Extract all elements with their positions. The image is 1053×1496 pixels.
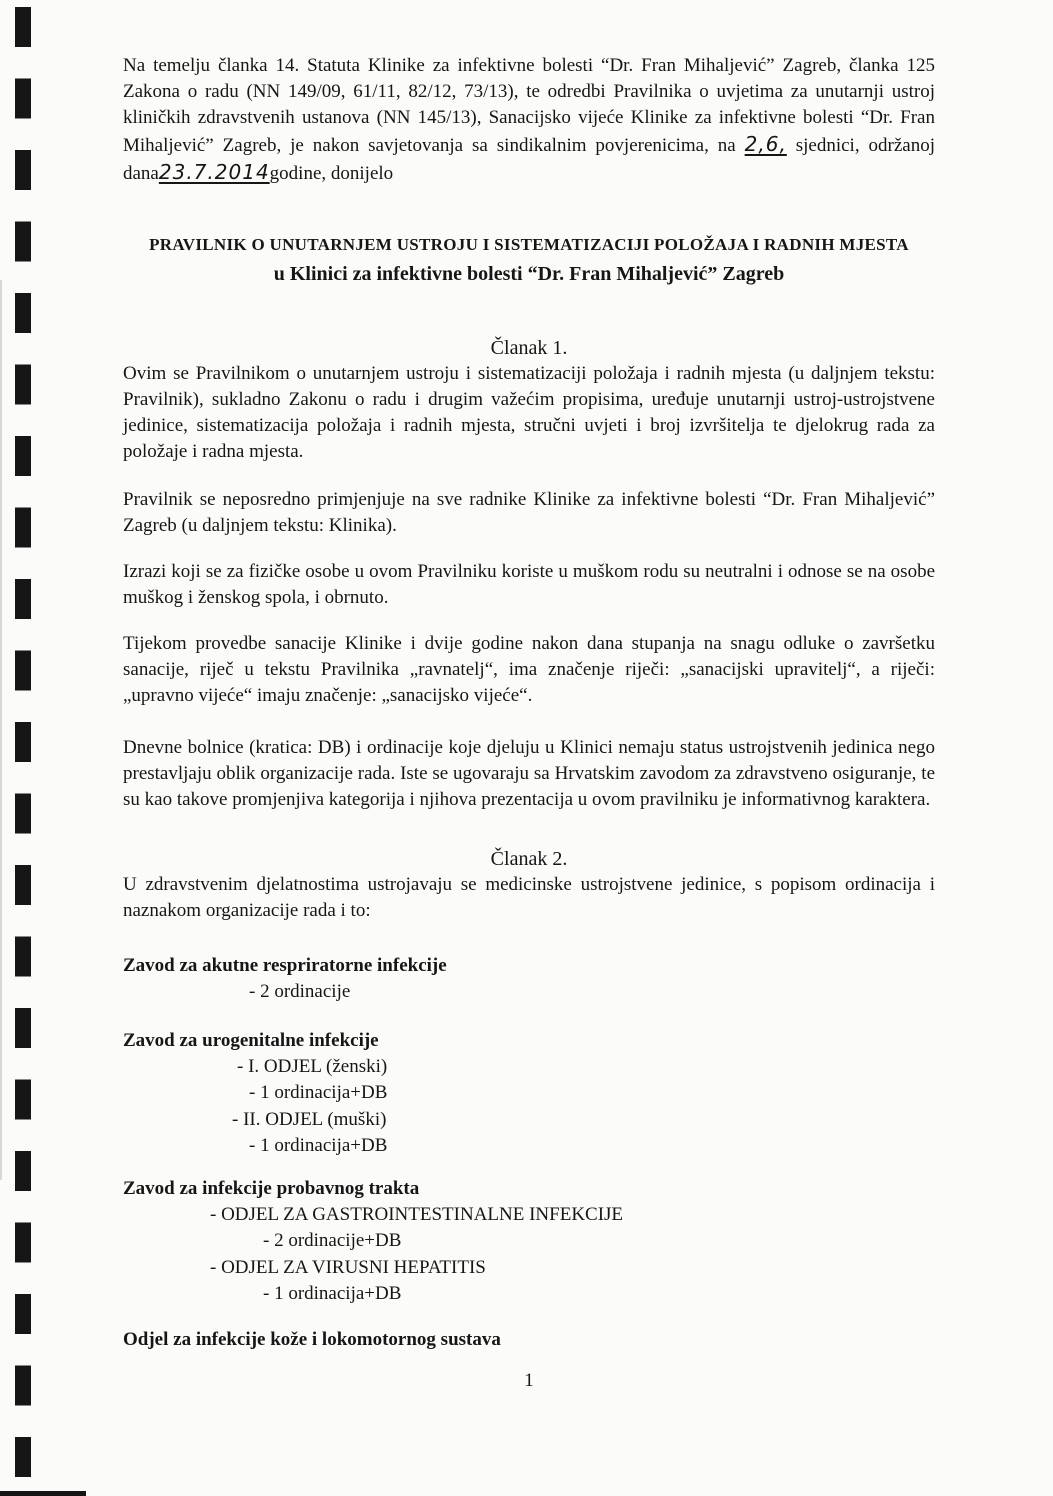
preamble-paragraph <box>123 53 935 187</box>
unit-name: Zavod za infekcije probavnog trakta <box>123 1177 420 1199</box>
handwritten-date: 23.7.2014 <box>158 160 270 184</box>
article-1-paragraph-1: Ovim se Pravilnikom o unutarnjem ustroju i sistematizaciji položaja i radnih mjesta (u daljnjem tekstu: Pravilnik), sukladno Zakonu o radu i drugim važećim propisima, uređuje unutarnji ustroj-ustrojstvene jedinice, sistematizacija položaja i radnih mjesta, stručni uvjeti i broj izvršitelja te djelokrug rada za položaje i radna mjesta. <box>123 363 935 462</box>
document-title <box>123 232 935 290</box>
unit-item: - 2 ordinacije <box>249 981 351 1002</box>
unit-name: Zavod za urogenitalne infekcije <box>123 1029 379 1051</box>
scan-bottom-edge-line <box>0 1491 86 1496</box>
article-1-heading: Članak 1. <box>490 337 568 359</box>
unit-respiratory-infections <box>123 953 935 1006</box>
preamble-text-close: godine, donijelo <box>269 163 394 184</box>
unit-item: - ODJEL ZA VIRUSNI HEPATITIS <box>210 1256 486 1278</box>
handwritten-session-number: 2,6, <box>744 132 787 156</box>
article-1-paragraph-4: Tijekom provedbe sanacije Klinike i dvije godine nakon dana stupanja na snagu odluke o završetku sanacije, riječ u tekstu Pravilnika „ravnatelj“, ima značenje riječi: „sanacijski upravitelj“, a riječi: „upravno vijeće“ imaju značenje: „sanacijsko vijeće“. <box>123 633 935 706</box>
preamble-text-open: Na temelju članka 14. Statuta Klinike za infektivne bolesti “Dr. Fran Mihaljević” Zagreb, članka 125 Zakona o radu (NN 149/09, 61/11, 82/12, 73/13), te odredbi Pravilnika o uvjetima za unutarnji ustroj kliničkih zdravstvenih ustanova (NN 145/13), Sanacijsko vijeće Klinike za infektivne bolesti “Dr. Fran Mihaljević” Zagreb, je nakon savjetovanja sa sindikalnim povjerenicima, na <box>123 55 935 156</box>
unit-item: - 2 ordinacije+DB <box>263 1230 402 1251</box>
unit-name: Zavod za akutne respriratorne infekcije <box>123 955 447 976</box>
unit-name: Odjel za infekcije kože i lokomotornog sustava <box>123 1328 501 1350</box>
unit-item: - 1 ordinacija+DB <box>249 1135 388 1156</box>
article-1-paragraph-5: Dnevne bolnice (kratica: DB) i ordinacije koje djeluju u Klinici nemaju status ustrojstvenih jedinica nego prestavljaju oblik organizacije rada. Iste se ugovaraju sa Hrvatskim zavodom za zdravstveno osiguranje, te su kao takove promjenjiva kategorija i njihova prezentacija u ovom pravilniku je informativnog karaktera. <box>123 737 935 810</box>
spiral-binding-marks <box>15 7 31 1482</box>
article-2-intro: U zdravstvenim djelatnostima ustrojavaju se medicinske ustrojstvene jedinice, s popisom ordinacija i naznakom organizacije rada i to: <box>123 874 935 921</box>
unit-skin-locomotor-infections <box>123 1327 935 1353</box>
article-1-paragraph-2: Pravilnik se neposredno primjenjuje na sve radnike Klinike za infektivne bolesti “Dr. Fran Mihaljević” Zagreb (u daljnjem tekstu: Klinika). <box>123 489 935 536</box>
unit-item: - ODJEL ZA GASTROINTESTINALNE INFEKCIJE <box>210 1203 624 1225</box>
unit-item: - I. ODJEL (ženski) <box>237 1055 388 1077</box>
preamble-text-mid: sjednici, održanoj dana <box>123 135 935 184</box>
unit-digestive-tract-infections <box>123 1176 935 1308</box>
article-2-heading: Članak 2. <box>490 848 568 870</box>
article-1-paragraph-3: Izrazi koji se za fizičke osobe u ovom Pravilniku koriste u muškom rodu su neutralni i odnose se na osobe muškog i ženskog spola, i obrnuto. <box>123 561 935 608</box>
unit-item: - II. ODJEL (muški) <box>232 1108 387 1130</box>
unit-urogenital-infections <box>123 1028 935 1160</box>
document-page <box>123 0 935 1394</box>
unit-item: - 1 ordinacija+DB <box>249 1082 388 1103</box>
document-title-line2: u Klinici za infektivne bolesti “Dr. Fran Mihaljević” Zagreb <box>273 263 785 285</box>
page-number: 1 <box>524 1369 534 1391</box>
scan-edge-artifact <box>0 280 2 1180</box>
document-title-line1: PRAVILNIK O UNUTARNJEM USTROJU I SISTEMATIZACIJI POLOŽAJA I RADNIH MJESTA <box>149 235 909 254</box>
unit-item: - 1 ordinacija+DB <box>263 1283 402 1304</box>
